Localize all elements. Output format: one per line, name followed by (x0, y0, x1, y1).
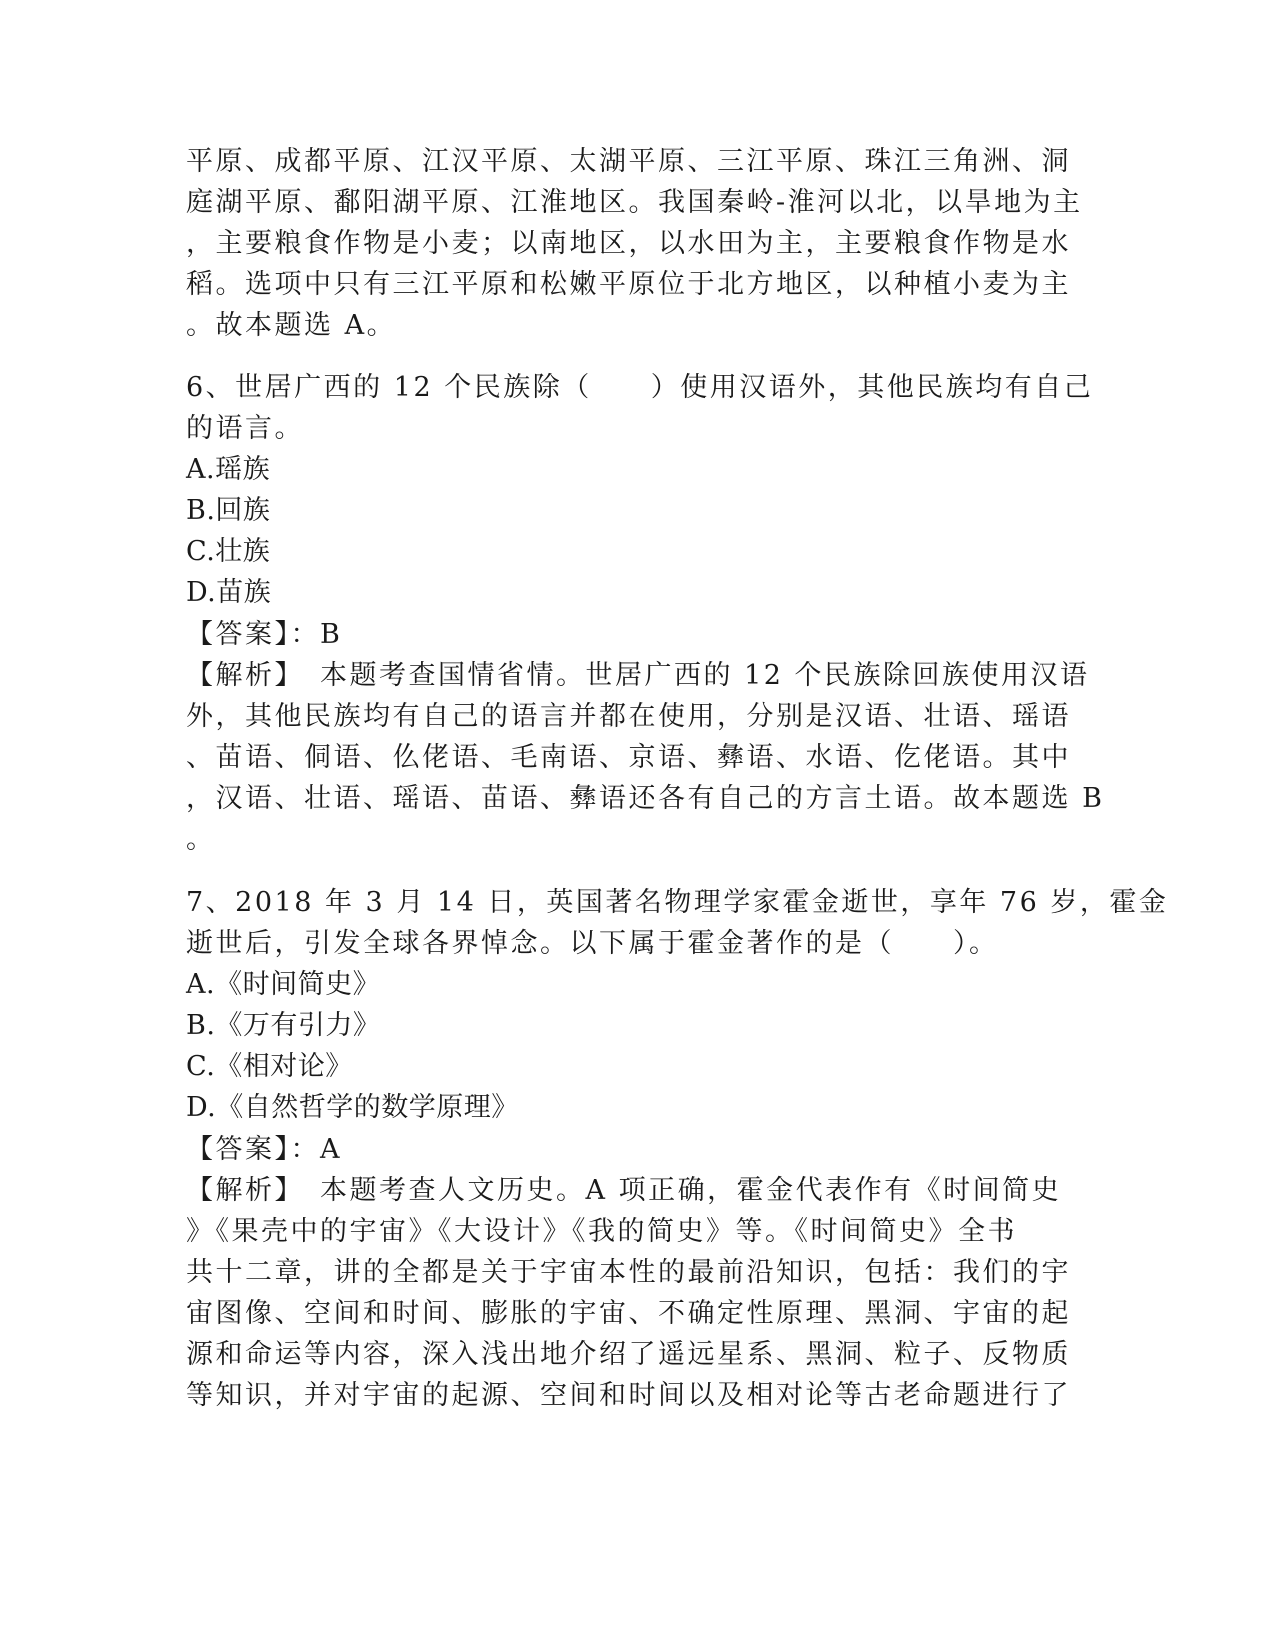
question-7-option-b: B.《万有引力》 (186, 1010, 381, 1041)
question-7-answer: 【答案】：A (186, 1134, 342, 1165)
question-7-option-a: A.《时间简史》 (186, 969, 381, 1000)
question-6-explanation: 外，其他民族均有自己的语言并都在使用，分别是汉语、壮语、瑶语 (186, 701, 1071, 732)
question-6-answer: 【答案】：B (186, 619, 343, 650)
question-7-stem: 逝世后，引发全球各界悼念。以下属于霍金著作的是（ ）。 (186, 928, 999, 959)
question-7-explanation: 等知识，并对宇宙的起源、空间和时间以及相对论等古老命题进行了 (186, 1380, 1071, 1411)
question-6-option-d: D.苗族 (186, 577, 272, 608)
question-6-explanation: 、苗语、侗语、仫佬语、毛南语、京语、彝语、水语、仡佬语。其中 (186, 742, 1071, 773)
question-7-explanation: 源和命运等内容，深入浅出地介绍了遥远星系、黑洞、粒子、反物质 (186, 1339, 1071, 1370)
question-6-stem: 的语言。 (186, 413, 304, 444)
question-7-explanation: 》《果壳中的宇宙》《大设计》《我的简史》等。《时间简史》全书 (186, 1216, 1017, 1247)
question-6-option-c: C.壮族 (186, 536, 271, 567)
explanation-line: 。故本题选 A。 (186, 310, 397, 341)
explanation-line: 稻。选项中只有三江平原和松嫩平原位于北方地区，以种植小麦为主 (186, 269, 1071, 300)
explanation-line: ，主要粮食作物是小麦；以南地区，以水田为主，主要粮食作物是水 (186, 228, 1071, 259)
question-6-explanation: ，汉语、壮语、瑶语、苗语、彝语还各有自己的方言土语。故本题选 B (186, 783, 1105, 814)
question-6-stem: 6、世居广西的 12 个民族除（ ）使用汉语外，其他民族均有自己 (186, 372, 1094, 403)
question-7-option-c: C.《相对论》 (186, 1051, 353, 1082)
question-7-explanation: 【解析】 本题考查人文历史。A 项正确，霍金代表作有《时间简史 (186, 1175, 1062, 1206)
explanation-line: 庭湖平原、鄱阳湖平原、江淮地区。我国秦岭-淮河以北，以旱地为主 (186, 187, 1083, 218)
question-7-explanation: 宙图像、空间和时间、膨胀的宇宙、不确定性原理、黑洞、宇宙的起 (186, 1298, 1071, 1329)
question-7-option-d: D.《自然哲学的数学原理》 (186, 1092, 519, 1123)
question-7-explanation: 共十二章，讲的全都是关于宇宙本性的最前沿知识，包括：我们的宇 (186, 1257, 1071, 1288)
question-6-option-a: A.瑶族 (186, 454, 271, 485)
question-7-stem: 7、2018 年 3 月 14 日，英国著名物理学家霍金逝世，享年 76 岁，霍金 (186, 887, 1169, 918)
question-6-explanation: 。 (186, 824, 216, 855)
question-6-option-b: B.回族 (186, 495, 271, 526)
question-6-explanation: 【解析】 本题考查国情省情。世居广西的 12 个民族除回族使用汉语 (186, 660, 1090, 691)
explanation-line: 平原、成都平原、江汉平原、太湖平原、三江平原、珠江三角洲、洞 (186, 146, 1071, 177)
